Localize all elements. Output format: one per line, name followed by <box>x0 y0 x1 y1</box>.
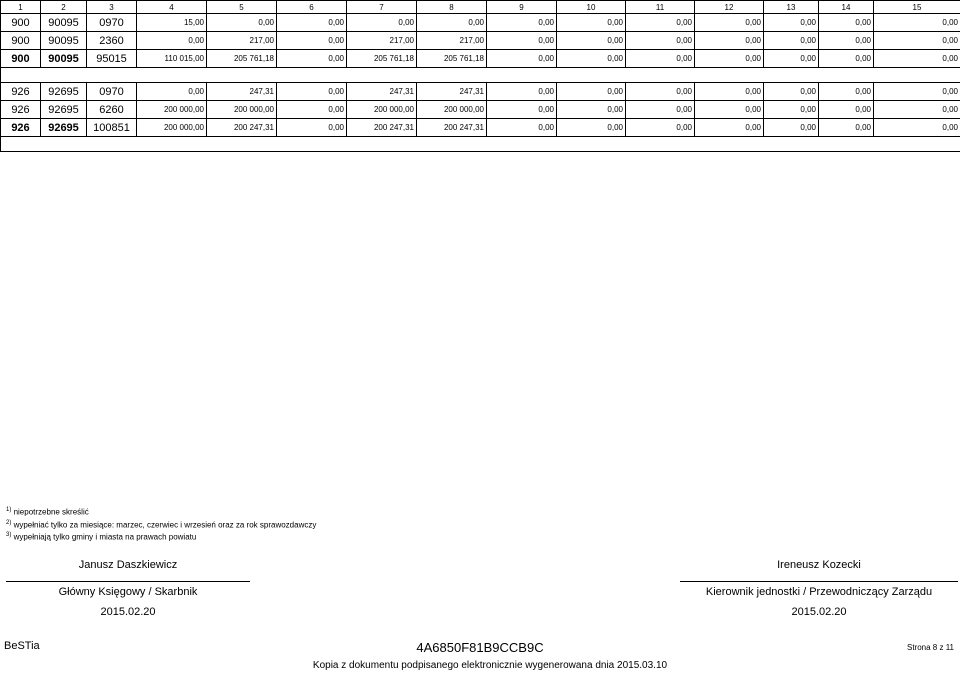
header-row <box>1 1 960 14</box>
table-cell: 10 <box>557 1 626 14</box>
table-cell: 92695 <box>41 83 87 101</box>
table-cell: 0,00 <box>626 32 695 50</box>
right-signature-date: 2015.02.20 <box>791 606 847 618</box>
table-cell: 11 <box>626 1 695 14</box>
table-cell: 0,00 <box>626 101 695 119</box>
table-cell: 217,00 <box>417 32 487 50</box>
table-cell: 0,00 <box>487 14 557 32</box>
table-cell: 0,00 <box>764 14 819 32</box>
table-cell: 0,00 <box>557 14 626 32</box>
table-cell: 0,00 <box>695 119 764 137</box>
table-cell: 0,00 <box>137 83 207 101</box>
table-row <box>1 119 960 137</box>
table-cell: 217,00 <box>347 32 417 50</box>
table-cell: 0,00 <box>764 50 819 68</box>
table-cell: 200 247,31 <box>417 119 487 137</box>
table-cell: 0,00 <box>347 14 417 32</box>
table-row <box>1 50 960 68</box>
table-cell: 0,00 <box>819 83 874 101</box>
table-cell: 200 247,31 <box>207 119 277 137</box>
table-cell: 15,00 <box>137 14 207 32</box>
table-cell: 0,00 <box>695 83 764 101</box>
table-row <box>1 83 960 101</box>
table-row <box>1 32 960 50</box>
blank-cell <box>1 68 960 83</box>
table-cell: 0,00 <box>557 50 626 68</box>
table-row <box>1 101 960 119</box>
table-cell: 0,00 <box>819 50 874 68</box>
table-cell: 92695 <box>41 119 87 137</box>
table-cell: 0,00 <box>764 32 819 50</box>
table-cell: 200 000,00 <box>347 101 417 119</box>
table-cell: 0,00 <box>487 83 557 101</box>
table-cell: 12 <box>695 1 764 14</box>
table-cell: 0,00 <box>277 83 347 101</box>
left-signature-date: 2015.02.20 <box>100 606 156 618</box>
right-signature-line <box>680 581 958 582</box>
table-cell: 247,31 <box>347 83 417 101</box>
table-cell: 0,00 <box>557 101 626 119</box>
table-cell: 0,00 <box>277 101 347 119</box>
copy-note: Kopia z dokumentu podpisanego elektronicznie wygenerowana dnia 2015.03.10 <box>312 660 668 671</box>
table-cell: 90095 <box>41 50 87 68</box>
footnote: $^{1)}$ niepotrzebne skreślić <box>6 507 89 517</box>
page-number: Strona 8 z 11 <box>907 643 954 652</box>
table-cell: 110 015,00 <box>137 50 207 68</box>
table-cell: 0,00 <box>819 14 874 32</box>
table-cell: 900 <box>1 32 41 50</box>
table-cell: 205 761,18 <box>417 50 487 68</box>
table-cell: 3 <box>87 1 137 14</box>
table-cell: 0,00 <box>695 14 764 32</box>
table-cell: 6260 <box>87 101 137 119</box>
table-cell: 0,00 <box>626 14 695 32</box>
table-cell: 0,00 <box>487 32 557 50</box>
table-cell: 0,00 <box>874 32 960 50</box>
footnote: $^{3)}$ wypełniają tylko gminy i miasta na prawach powiatu <box>6 532 197 542</box>
right-signature-role: Kierownik jednostki / Przewodniczący Zarządu <box>705 586 933 598</box>
table-cell: 13 <box>764 1 819 14</box>
table-cell: 90095 <box>41 32 87 50</box>
table-cell: 0,00 <box>819 119 874 137</box>
table-cell: 1 <box>1 1 41 14</box>
table-cell: 0,00 <box>277 14 347 32</box>
table-cell: 4 <box>137 1 207 14</box>
document-code: 4A6850F81B9CCB9C <box>416 640 544 655</box>
table-cell: 200 000,00 <box>207 101 277 119</box>
table-cell: 205 761,18 <box>207 50 277 68</box>
table-cell: 0,00 <box>874 14 960 32</box>
table-cell: 0,00 <box>557 119 626 137</box>
table-cell: 90095 <box>41 14 87 32</box>
spacer-row <box>1 68 960 83</box>
table-cell: 247,31 <box>207 83 277 101</box>
table-cell: 15 <box>874 1 960 14</box>
table-cell: 200 000,00 <box>417 101 487 119</box>
table-cell: 0970 <box>87 83 137 101</box>
budget-table <box>0 0 960 152</box>
table-cell: 926 <box>1 119 41 137</box>
table-cell: 92695 <box>41 101 87 119</box>
table-cell: 0,00 <box>874 50 960 68</box>
table-cell: 0,00 <box>764 119 819 137</box>
table-cell: 205 761,18 <box>347 50 417 68</box>
table-cell: 0,00 <box>487 119 557 137</box>
table-cell: 0,00 <box>764 101 819 119</box>
table-row <box>1 14 960 32</box>
table-cell: 6 <box>277 1 347 14</box>
table-cell: 0,00 <box>695 32 764 50</box>
table-cell: 0,00 <box>277 50 347 68</box>
table-cell: 900 <box>1 14 41 32</box>
table-cell: 200 000,00 <box>137 101 207 119</box>
footnote: $^{2)}$ wypełniać tylko za miesiące: marzec, czerwiec i wrzesień oraz za rok sprawozdawczy <box>6 519 317 530</box>
table-cell: 0,00 <box>874 101 960 119</box>
left-signature-name: Janusz Daszkiewicz <box>78 559 178 571</box>
table-cell: 0,00 <box>277 119 347 137</box>
table-cell: 0,00 <box>874 119 960 137</box>
table-cell: 0,00 <box>626 83 695 101</box>
table-cell: 0970 <box>87 14 137 32</box>
table-cell: 0,00 <box>695 101 764 119</box>
table-cell: 926 <box>1 83 41 101</box>
table-cell: 7 <box>347 1 417 14</box>
table-cell: 2 <box>41 1 87 14</box>
left-signature-line <box>6 581 250 582</box>
table-cell: 926 <box>1 101 41 119</box>
table-cell: 0,00 <box>417 14 487 32</box>
table-cell: 0,00 <box>874 83 960 101</box>
table-cell: 0,00 <box>137 32 207 50</box>
table-cell: 0,00 <box>819 32 874 50</box>
table-cell: 0,00 <box>764 83 819 101</box>
right-signature-name: Ireneusz Kozecki <box>777 559 861 571</box>
table-cell: 0,00 <box>487 50 557 68</box>
table-cell: 900 <box>1 50 41 68</box>
spacer-row <box>1 137 960 152</box>
table-cell: 247,31 <box>417 83 487 101</box>
footnotes <box>6 505 316 543</box>
table-cell: 8 <box>417 1 487 14</box>
blank-cell <box>1 137 960 152</box>
table-cell: 9 <box>487 1 557 14</box>
table-cell: 0,00 <box>819 101 874 119</box>
table-cell: 217,00 <box>207 32 277 50</box>
table-cell: 200 000,00 <box>137 119 207 137</box>
table-cell: 0,00 <box>557 32 626 50</box>
table-cell: 100851 <box>87 119 137 137</box>
left-signature-role: Główny Księgowy / Skarbnik <box>58 586 198 598</box>
table-cell: 0,00 <box>207 14 277 32</box>
table-cell: 0,00 <box>277 32 347 50</box>
table-cell: 2360 <box>87 32 137 50</box>
table-cell: 0,00 <box>626 119 695 137</box>
table-cell: 0,00 <box>626 50 695 68</box>
table-cell: 95015 <box>87 50 137 68</box>
table-cell: 200 247,31 <box>347 119 417 137</box>
table-cell: 0,00 <box>487 101 557 119</box>
table-cell: 5 <box>207 1 277 14</box>
table-cell: 0,00 <box>557 83 626 101</box>
app-name: BeSTia <box>4 640 40 652</box>
table-cell: 0,00 <box>695 50 764 68</box>
table-cell: 14 <box>819 1 874 14</box>
